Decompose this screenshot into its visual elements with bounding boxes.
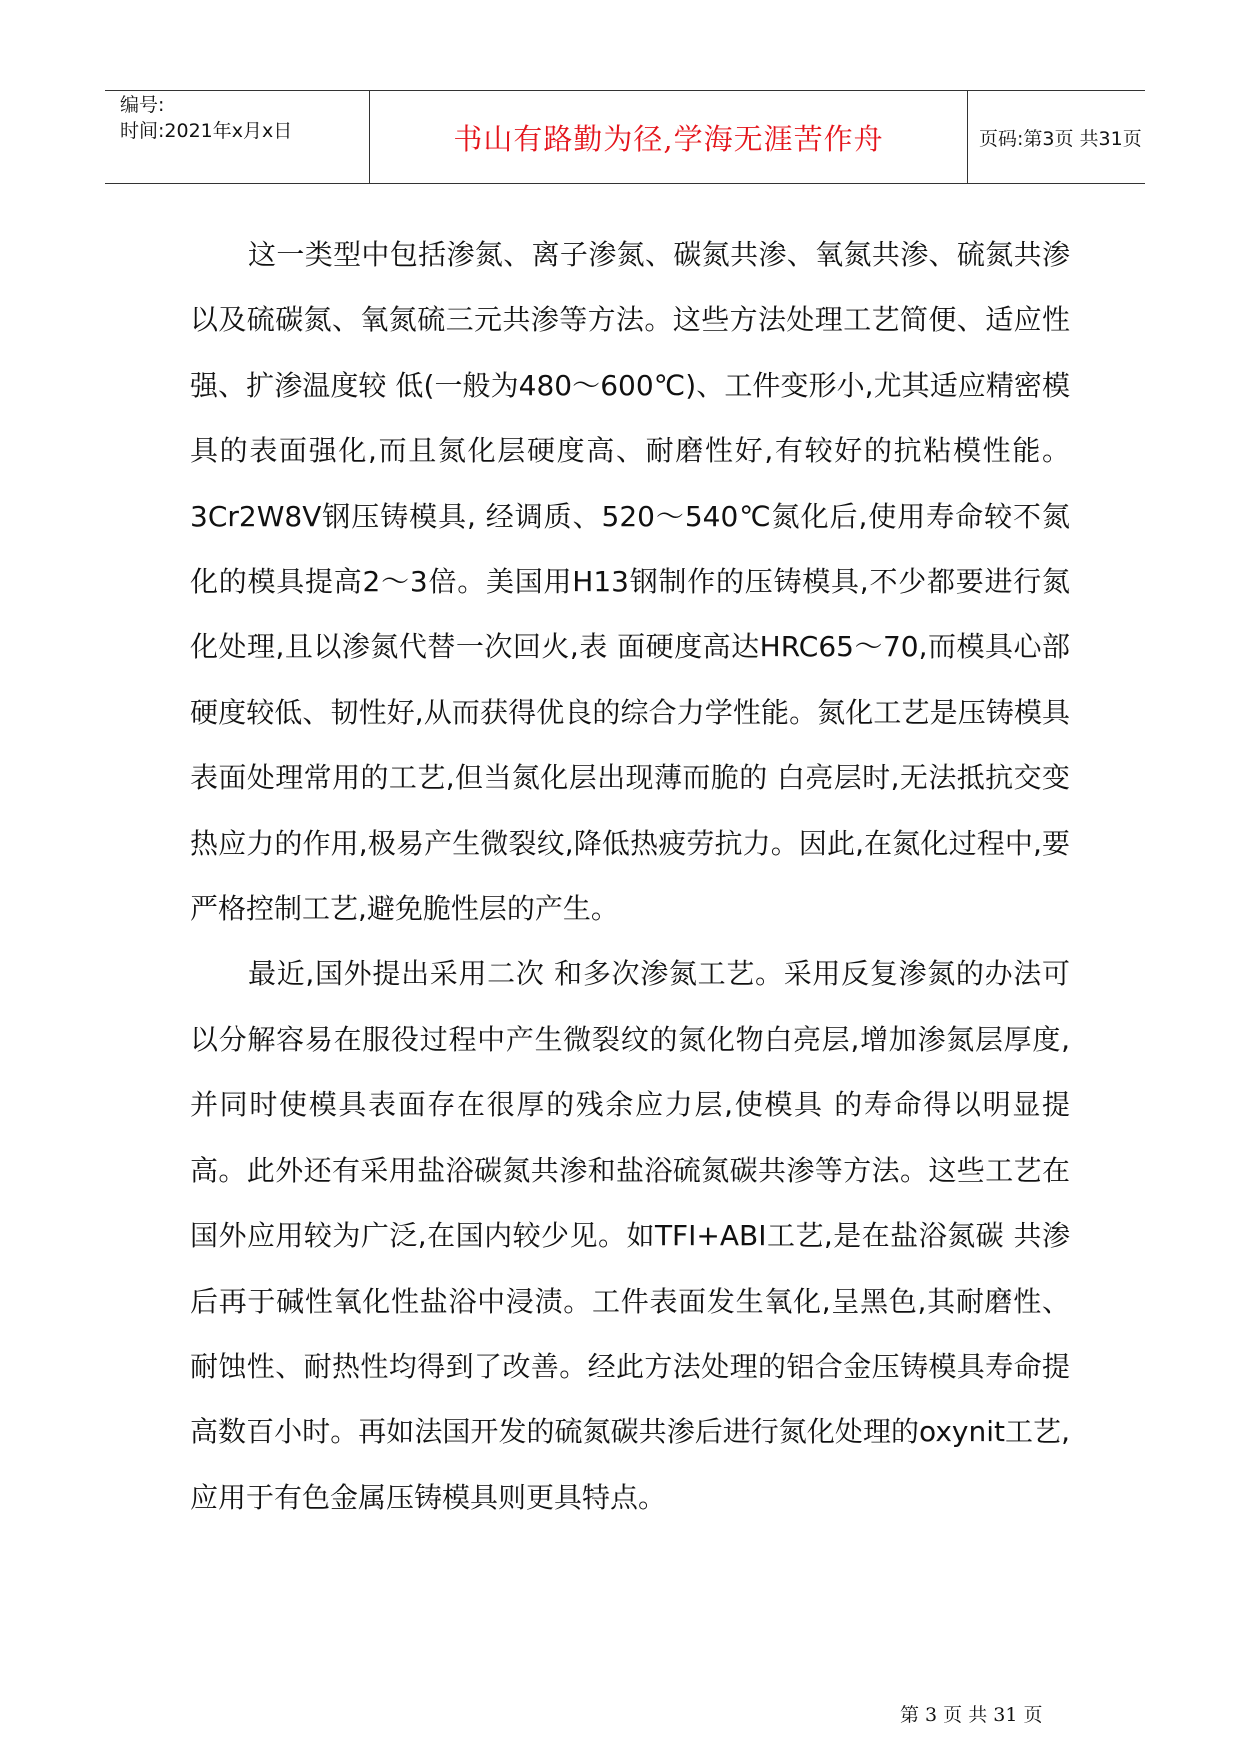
document-number-label: 编号: <box>120 94 165 116</box>
paragraph-repeated-nitriding: 最近,国外提出采用二次 和多次渗氮工艺。采用反复渗氮的办法可以分解容易在服役过程中产生微裂纹的氮化物白亮层,增加渗氮层厚度,并同时使模具表面存在很厚的残余应力层,使模具 的寿命得以明显提高。此外还有采用盐浴碳氮共渗和盐浴硫氮碳共渗等方法。这些工艺在国外应用较为广泛,在国内较少见。如TFI+ABI工艺,是在盐浴氮碳 共渗后再于碱性氧化性盐浴中浸渍。工件表面发生氧化,呈黑色,其耐磨性、耐蚀性、耐热性均得到了改善。经此方法处理的铝合金压铸模具寿命提高数百小时。再如法国开发的硫氮碳共渗后进行氮化处理的oxynit工艺,应用于有色金属压铸模具则更具特点。 <box>190 957 1070 1514</box>
document-body <box>190 222 1070 1530</box>
page-footer: 第 3 页 共 31 页 <box>900 1704 1043 1726</box>
header-page-number: 页码:第3页 共31页 <box>979 127 1142 150</box>
header-slogan: 书山有路勤为径,学海无涯苦作舟 <box>453 121 884 156</box>
header-middle-cell <box>370 91 968 183</box>
document-date-label: 时间:2021年x月x日 <box>120 120 293 142</box>
header-right-cell <box>969 91 1145 183</box>
page-header <box>105 90 1145 184</box>
paragraph-nitriding-types: 这一类型中包括渗氮、离子渗氮、碳氮共渗、氧氮共渗、硫氮共渗以及硫碳氮、氧氮硫三元共渗等方法。这些方法处理工艺简便、适应性强、扩渗温度较 低(一般为480～600℃)、工件变形小,尤其适应精密模具的表面强化,而且氮化层硬度高、耐磨性好,有较好的抗粘模性能。3Cr2W8V钢压铸模具, 经调质、520～540℃氮化后,使用寿命较不氮化的模具提高2～3倍。美国用H13钢制作的压铸模具,不少都要进行氮化处理,且以渗氮代替一次回火,表 面硬度高达HRC65～70,而模具心部硬度较低、韧性好,从而获得优良的综合力学性能。氮化工艺是压铸模具表面处理常用的工艺,但当氮化层出现薄而脆的 白亮层时,无法抵抗交变热应力的作用,极易产生微裂纹,降低热疲劳抗力。因此,在氮化过程中,要严格控制工艺,避免脆性层的产生。 <box>190 238 1070 926</box>
header-left-cell <box>105 91 370 183</box>
